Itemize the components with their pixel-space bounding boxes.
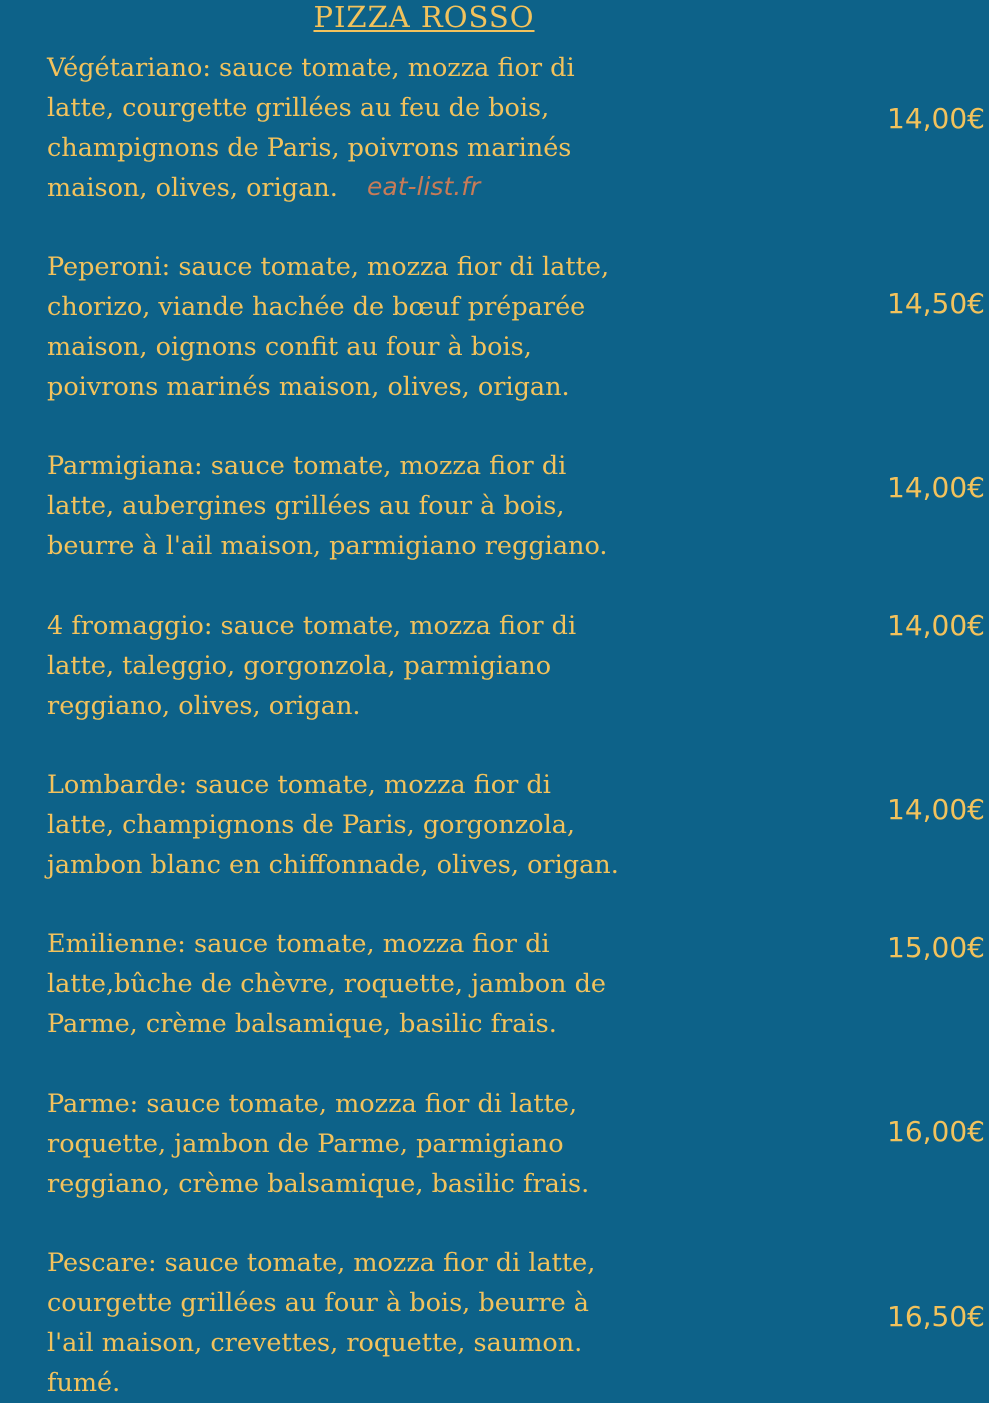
menu-item-parmigiana	[47, 446, 687, 566]
menu-item-4-fromaggio	[47, 606, 687, 726]
menu-item-price: 16,00€	[887, 1115, 985, 1148]
menu-item-peperoni	[47, 247, 687, 407]
menu-item-description: Pescare: sauce tomate, mozza fior di latte, courgette grillées au four à bois, beurre à l'ail maison, crevettes, roquette, saumon. fumé.	[47, 1248, 596, 1398]
menu-item-lombarde	[47, 765, 687, 885]
menu-item-price: 14,00€	[887, 793, 985, 826]
menu-title: PIZZA ROSSO	[313, 0, 535, 34]
menu-item-price: 16,50€	[887, 1300, 985, 1333]
menu-item-price: 14,00€	[887, 102, 985, 135]
watermark: eat-list.fr	[367, 172, 481, 201]
menu-item-description: Lombarde: sauce tomate, mozza fior di latte, champignons de Paris, gorgonzola, jambon blanc en chiffonnade, olives, origan.	[47, 770, 619, 880]
menu-item-description: Végétariano: sauce tomate, mozza fior di latte, courgette grillées au feu de bois, champignons de Paris, poivrons marinés maison, olives, origan.	[47, 53, 575, 203]
menu-item-price: 14,50€	[887, 287, 985, 320]
menu-item-description: Parmigiana: sauce tomate, mozza fior di latte, aubergines grillées au four à bois, beurre à l'ail maison, parmigiano reggiano.	[47, 451, 608, 561]
menu-item-description: 4 fromaggio: sauce tomate, mozza fior di latte, taleggio, gorgonzola, parmigiano reggiano, olives, origan.	[47, 611, 577, 721]
menu-item-emilienne	[47, 924, 687, 1044]
menu-item-price: 14,00€	[887, 609, 985, 642]
menu-item-description: Parme: sauce tomate, mozza fior di latte, roquette, jambon de Parme, parmigiano reggiano, crème balsamique, basilic frais.	[47, 1089, 590, 1199]
menu-item-pescare	[47, 1243, 687, 1403]
menu-item-parme	[47, 1084, 687, 1204]
menu-item-price: 15,00€	[887, 931, 985, 964]
menu-item-description: Emilienne: sauce tomate, mozza fior di latte,bûche de chèvre, roquette, jambon de Parme, crème balsamique, basilic frais.	[47, 929, 606, 1039]
menu-item-price: 14,00€	[887, 471, 985, 504]
menu-item-description: Peperoni: sauce tomate, mozza fior di latte, chorizo, viande hachée de bœuf préparée maison, oignons confit au four à bois, poivrons marinés maison, olives, origan.	[47, 252, 610, 402]
